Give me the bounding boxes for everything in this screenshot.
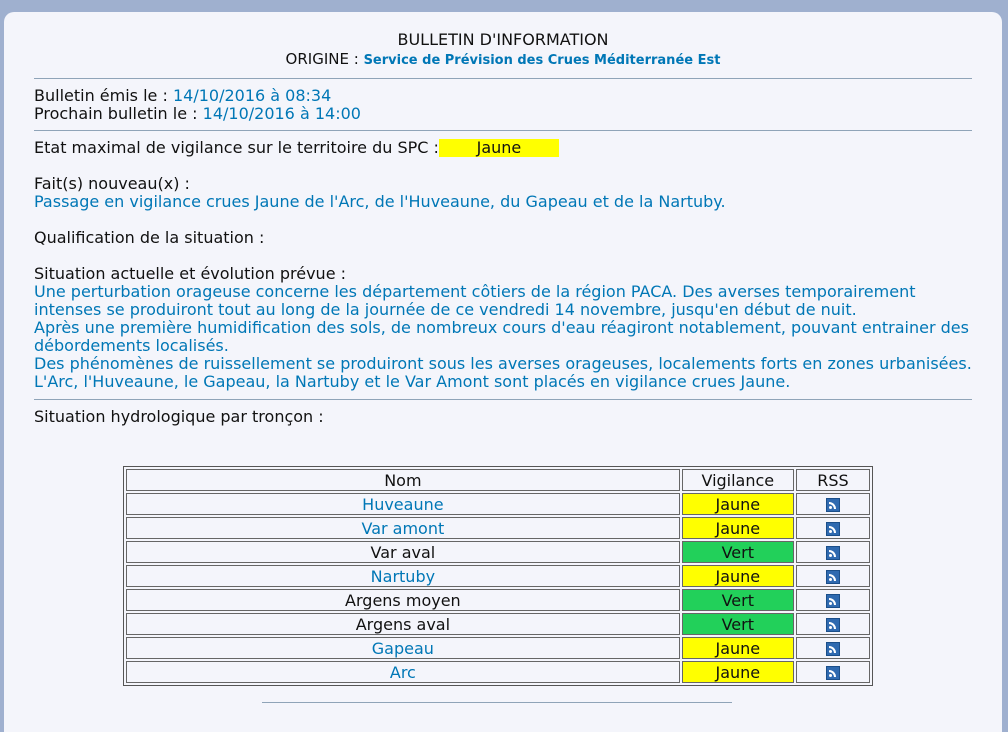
vigilance-cell: Vert	[682, 613, 794, 635]
vigilance-cell: Vert	[682, 541, 794, 563]
vigilance-cell: Jaune	[682, 637, 794, 659]
rss-icon[interactable]	[826, 594, 840, 608]
next-date: 14/10/2016	[202, 104, 295, 123]
vigilance-line	[4, 131, 1002, 157]
situation-line: Une perturbation orageuse concerne les département côtiers de la région PACA. Des averses temporairement intenses se produiront tout au long de la journée de ce vendredi 14 novembre, jusqu'en début de nuit.	[34, 282, 916, 319]
header-nom: Nom	[126, 469, 680, 491]
next-time: 14:00	[314, 104, 361, 123]
troncon-name[interactable]: Arc	[126, 661, 680, 683]
faits-section	[4, 157, 1002, 211]
troncon-name[interactable]: Gapeau	[126, 637, 680, 659]
rss-cell[interactable]	[796, 661, 870, 683]
bulletin-origin	[4, 50, 1002, 70]
rss-icon[interactable]	[826, 618, 840, 632]
vigilance-cell: Jaune	[682, 517, 794, 539]
rss-icon[interactable]	[826, 570, 840, 584]
situation-line: Après une première humidification des sols, de nombreux cours d'eau réagiront notablement, pouvant entrainer des débordements localisés.	[34, 318, 969, 355]
origin-label: ORIGINE :	[285, 50, 359, 68]
troncon-name: Var aval	[126, 541, 680, 563]
rss-cell[interactable]	[796, 613, 870, 635]
rss-cell[interactable]	[796, 637, 870, 659]
situation-section	[4, 247, 1002, 391]
faits-label: Fait(s) nouveau(x) :	[34, 174, 190, 193]
troncon-name[interactable]: Nartuby	[126, 565, 680, 587]
rss-icon[interactable]	[826, 498, 840, 512]
troncon-name: Argens moyen	[126, 589, 680, 611]
qualification-section	[4, 211, 1002, 247]
troncon-name: Argens aval	[126, 613, 680, 635]
rss-cell[interactable]	[796, 565, 870, 587]
emission-label: Bulletin émis le :	[34, 86, 168, 105]
table-row	[126, 565, 870, 587]
table-row	[126, 637, 870, 659]
situation-line: Des phénomènes de ruissellement se produiront sous les averses orageuses, localements forts en zones urbanisées.	[34, 354, 972, 373]
situation-line: L'Arc, l'Huveaune, le Gapeau, la Nartuby et le Var Amont sont placés en vigilance crues Jaune.	[34, 372, 791, 391]
emission-date: 14/10/2016	[172, 86, 266, 105]
bulletin-title: BULLETIN D'INFORMATION	[397, 30, 609, 49]
rss-icon[interactable]	[826, 666, 840, 680]
vigilance-cell: Jaune	[682, 565, 794, 587]
table-row	[126, 589, 870, 611]
vigilance-cell: Jaune	[682, 493, 794, 515]
next-label: Prochain bulletin le :	[34, 104, 198, 123]
emission-a: à	[270, 86, 281, 105]
rss-cell[interactable]	[796, 589, 870, 611]
vigilance-label: Etat maximal de vigilance sur le territoire du SPC :	[34, 138, 439, 157]
table-row	[126, 613, 870, 635]
bulletin-dates	[4, 79, 1002, 123]
hydro-section	[4, 400, 1002, 426]
next-a: à	[299, 104, 310, 123]
emission-time: 08:34	[285, 86, 332, 105]
vigilance-badge: Jaune	[439, 139, 559, 157]
table-row	[126, 517, 870, 539]
table-row	[126, 493, 870, 515]
rss-icon[interactable]	[826, 546, 840, 560]
troncon-name[interactable]: Var amont	[126, 517, 680, 539]
vigilance-cell: Jaune	[682, 661, 794, 683]
situation-label: Situation actuelle et évolution prévue :	[34, 264, 347, 283]
troncon-table	[123, 466, 873, 686]
rss-cell[interactable]	[796, 541, 870, 563]
origin-value: Service de Prévision des Crues Méditerranée Est	[363, 53, 721, 68]
header-rss: RSS	[796, 469, 870, 491]
emission-line	[34, 87, 972, 105]
table-header-row	[126, 469, 870, 491]
footer-separator	[262, 702, 732, 703]
hydro-label: Situation hydrologique par tronçon :	[34, 407, 324, 426]
faits-text: Passage en vigilance crues Jaune de l'Arc, de l'Huveaune, du Gapeau et de la Nartuby.	[34, 192, 726, 211]
troncon-name[interactable]: Huveaune	[126, 493, 680, 515]
rss-cell[interactable]	[796, 517, 870, 539]
bulletin-header	[4, 12, 1002, 70]
rss-icon[interactable]	[826, 522, 840, 536]
rss-icon[interactable]	[826, 642, 840, 656]
qualification-label: Qualification de la situation :	[34, 228, 265, 247]
header-vigilance: Vigilance	[682, 469, 794, 491]
vigilance-cell: Vert	[682, 589, 794, 611]
table-row	[126, 661, 870, 683]
next-line	[34, 105, 972, 123]
table-row	[126, 541, 870, 563]
rss-cell[interactable]	[796, 493, 870, 515]
